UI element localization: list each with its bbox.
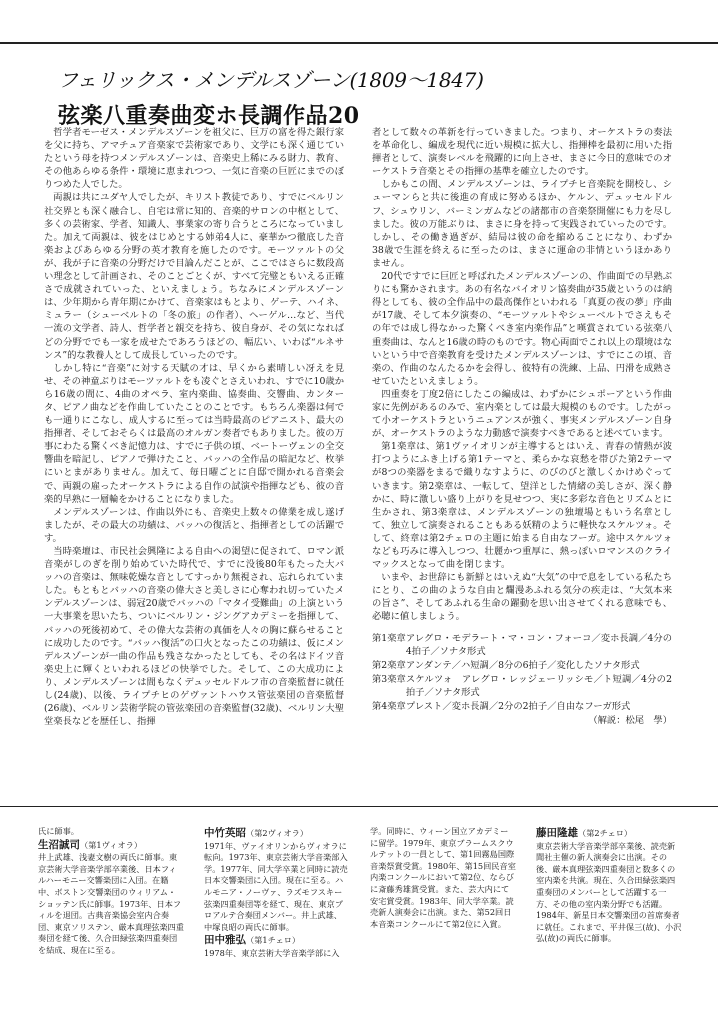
performer-name [536, 828, 682, 840]
essay-paragraph: 哲学者モーゼス・メンデルスゾーンを祖父に、巨万の富を得た銀行家を父に持ち、アマチュア音楽家で芸術家であり、文学にも深く通じていたという母を持つメンデルスゾーンは、音楽史上稀にみる財力、教育、その他あらゆる条件・環境に恵まれつつ、一気に音楽の巨匠にまでのぼりつめた人でした。 [44, 127, 344, 191]
essay-right-column [372, 126, 672, 727]
essay-paragraph: 第1楽章は、第1ヴァイオリンが主導するとはいえ、青春の情熱が波打つようにふき上げる第1テーマと、柔らかな哀愁を帯びた第2テーマが8つの楽器をまるで織りなすように、のびのびと激しくかけめぐっていきます。第2楽章は、一転して、望洋とした情緒の美しさが、深く静かに、時に激しい盛り上がりを見せつつ、実に多彩な音色とリズムとに生かされ、第3楽章は、メンデルスゾーンの独壇場ともいう名章として、独立して演奏されることもある妖精のように軽快なスケルツォ。そして、終章は第2チェロの主題に始まる自由なフーガ。途中スケルツォなども巧みに導入しつつ、壮麗かつ重厚に、熱っぽいロマンスのクライマックスとなって曲を閉じます。 [372, 441, 672, 571]
title-block [58, 64, 698, 130]
essay-paragraph: 両親は共にユダヤ人でしたが、キリスト教徒であり、すでにベルリン社交界とも深く融合し、自宅は常に知的、音楽的サロンの中枢として、多くの芸術家、学者、知識人、事業家の寄り合うところになっていました。加えて両親は、彼をはじめとする姉弟4人に、豪華かつ徹底した音楽およびあらゆる分野の英才教育を施したのです。モーツァルトの父が、我が子に音楽の分野だけで目論んだことが、ここではさらに数段高い理念として計画され、そのことごとくが、すべて完璧ともいえる正確さで成就されていった、といえましょう。ちなみにメンデルスゾーンは、少年期から青年期にかけて、音楽家はもとより、ゲーテ、ハイネ、ミュラー（シューベルトの「冬の旅」の作者）、ヘーゲル…など、当代一流の文学者、詩人、哲学者と親交を持ち、彼自身が、その気になればどの分野ででも一家を成せたであろうほどの、幅広い、いわば“ルネサンス”的な教養人として成長していったのです。 [44, 192, 344, 361]
performer-name [38, 840, 184, 852]
essay-paragraph: 四重奏を丁度2倍にしたこの編成は、わずかにシュポーアという作曲家に先例があるのみで、室内楽としては最大規模のものです。したがって小オーケストラというニュアンスが強く、事実メンデルスゾーン自身が、オーケストラのような力動感で演奏すべきであると述べています。 [372, 388, 672, 440]
movement-description: スケルツォ アレグロ・レッジェーリッシモ／ト短調／4分の2拍子／ソナタ形式 [405, 673, 672, 698]
bio-text: 学。同時に、ウィーン国立アカデミーに留学。1979年、東京ブラームスクウルテットの一員として、第1回霧島国際音楽祭賞受賞。1980年、第15回民音室内楽コンクールにおいて第2位、ならびに斎藤秀雄賞受賞。また、芸大内にて安宅賞受賞。1983年、同大学卒業。読売新人演奏会に出演。また、第52回日本音楽コンクールにて第2位に入賞。 [370, 826, 516, 929]
essay-paragraph: いまや、お世辞にも新鮮とはいえぬ“大気”の中で息をしている私たちにとり、この曲のような自由と爛漫あふれる気分の疾走は、“大気本来の旨さ”、そしてあふれる生命の躍動を思い出させてくれる意味でも、必聴に値しましょう。 [372, 572, 672, 623]
movement-item [372, 659, 672, 672]
movement-description: プレスト／変ホ長調／2分の2拍子／自由なフーガ形式 [405, 701, 631, 713]
bio-column [536, 826, 682, 945]
movement-description: アレグロ・モデラート・マ・コン・フォーコ／変ホ長調／4分の4拍子／ソナタ形式 [405, 632, 672, 657]
performer-name [204, 828, 350, 840]
performer-name-text: 生沼誠司 [38, 838, 80, 851]
essay-paragraph: しかし特に“音楽”に対する天賦の才は、早くから素晴しい冴えを見せ、その神童ぶりはモーツァルトをも凌ぐとさえいわれ、すでに10歳から16歳の間に、4曲のオペラ、室内楽曲、協奏曲、交響曲、カンタータ、ピアノ曲などを作曲していたことのことです。もちろん楽器は何でも一通りにこなし、成人するに至っては当時最高のピアニスト、最大の指揮者、そしておそらくは最高のオルガン奏者でもありました。彼の万事にわたる驚くべき記憶力は、すでに子供の頃、ベートーヴェンの全交響曲を暗記し、ピアノで弾けたこと、バッハの全作品の暗記など、枚挙にいとまがありません。加えて、毎日曜ごとに自邸で開かれる音楽会で、両親の雇ったオーケストラによる自作の試演や指揮なども、彼の音楽的早熟に一層輪をかけることになりました。 [44, 362, 344, 505]
essay-left-column [44, 126, 344, 728]
performer-role: （第2チェロ） [578, 828, 633, 838]
bio-text: 氏に師事。 [38, 826, 79, 836]
essay-paragraph: 20代ですでに巨匠と呼ばれたメンデルスゾーンの、作曲面での早熟ぶりにも驚かされます。あの有名なバイオリン協奏曲が35歳というのは納得としても、彼の全作品中の最高傑作といわれる「真夏の夜の夢」序曲が17歳、そして本夕演奏の、“モーツァルトやシューベルトでさえもその年では成し得なかった驚くべき室内楽作品”と嘆賞されている弦楽八重奏曲は、なんと16歳の時のものです。物心両面でこれ以上の環境はないという中で音楽教育を受けたメンデルスゾーンは、すでにこの頃、音楽の、作曲のなんたるかを会得し、彼特有の洗練、上品、円滑を成熟させていたといえましょう。 [372, 271, 672, 387]
movement-label: 第4楽章 [372, 701, 406, 713]
bio-text: 井上武雄、浅妻文樹の両氏に師事。東京芸術大学音楽学部卒業後、日本フィルハーモニー交響楽団に入団。在籍中、ボストン交響楽団のウィリアム・ショッテン氏に師事。1973年、日本フィルを退団。古典音楽協会室内合奏団、東京ソリステン、厳本真理弦楽四重奏団を経て後、久合田緑弦楽四重奏団を結成、現在に至る。 [38, 852, 184, 955]
essay-paragraph: 者として数々の革新を行っていきました。つまり、オーケストラの奏法を革命化し、編成を現代に近い規模に拡大し、指揮棒を最初に用いた指揮者として、演奏レベルを飛躍的に向上させ、まさに今日的意味でのオーケストラ音楽とその指揮の基準を確立したのです。 [372, 127, 672, 178]
top-rule [0, 42, 718, 44]
performer-name [204, 935, 350, 947]
movement-item [372, 700, 672, 713]
performer-name-text: 中竹英昭 [204, 827, 246, 839]
bio-text: 1971年、ヴァイオリンからヴィオラに転向。1973年、東京芸術大学音楽部入学。1977年、同大学卒業と同時に読売日本交響楽団に入団。現在に至る。ハルモニア・ノーヴァ、ラズモフスキー弦楽四重奏団等を経て、現在、東京プロアルテ合奏団メンバー。井上武雄、中塚良昭の両氏に師事。 [204, 840, 348, 932]
essay-paragraph: しかもこの間、メンデルスゾーンは、ライプチヒ音楽院を開校し、シューマンらと共に後進の育成に努めるほか、ケルン、デュッセルドルフ、シュウリン、バーミンガムなどの諸都市の音楽祭開催にも力を尽しました。彼の万能ぶりは、まさに身を持って実践されていったのです。しかし、その働き過ぎが、結局は彼の命を縮めることになり、わずか38歳で生涯を終えるに至ったのは、まさに運命の非情というほかありません。 [372, 179, 672, 269]
movement-list [372, 632, 672, 728]
bio-column [38, 826, 184, 957]
essay-paragraph: メンデルスゾーンは、作曲以外にも、音楽史上数々の偉業を成し遂げましたが、その最大の功績は、バッハの復活と、指揮者としての活躍です。 [44, 506, 344, 544]
bio-text: 1978年、東京芸術大学音楽学部に入 [204, 947, 340, 958]
movement-item [372, 673, 672, 699]
performer-name-text: 田中雅弘 [204, 934, 246, 947]
bio-column [370, 826, 516, 930]
performer-role: （第1チェロ） [246, 935, 301, 946]
performer-role: （第2ヴィオラ） [246, 828, 309, 838]
bio-separator-rule [0, 806, 718, 807]
movement-label: 第2楽章 [372, 659, 406, 671]
performer-name-text: 藤田隆雄 [536, 827, 578, 839]
essay-paragraph: 当時楽壇は、市民社会興隆による自由への渇望に促されて、ロマン派音楽がしのぎを削り始めていた時代で、すでに没後80年もたった大バッハの音楽は、無味乾燥な音としてすっかり無視され、忘れられていました。もともとバッハの音楽の偉大さと美しさに心奪われ切っていたメンデルスゾーンは、弱冠20歳でバッハの「マタイ受難曲」の上演という一大事業を思いたち、ついにベルリン・ジングアカデミーを指揮して、バッハの死後初めて、その偉大な芸術の真価を人々の胸に蘇らせることに成功したのです。“バッハ復活”の口火となったこの功績は、仮にメンデルスゾーンが一曲の作品も残さなかったとしても、その名はドイツ音楽史上に輝くといわれるほどの快挙でした。そして、この大成功により、メンデルスゾーンは間もなくデュッセルドルフ市の音楽監督に就任し(24歳)、以後、ライプチヒのゲヴァントハウス管弦楽団の音楽監督(26歳)、ベルリン芸術学院の管弦楽団の音楽監督(32歳)、ベルリン大聖堂楽長などを歴任し、指揮 [44, 546, 344, 728]
movement-description: アンダンテ／ハ短調／8分の6拍子／変化したソナタ形式 [405, 659, 640, 671]
commentary-credit: （解説：松尾 學） [588, 715, 672, 727]
movement-label: 第3楽章 [372, 673, 406, 685]
movement-item [372, 632, 672, 658]
composer-heading: フェリックス・メンデルスゾーン(1809〜1847) [58, 68, 484, 92]
bio-column [204, 826, 350, 960]
performer-role: （第1ヴィオラ） [80, 839, 143, 850]
work-title: 弦楽八重奏曲変ホ長調作品20 [58, 103, 360, 129]
movement-label: 第1楽章 [372, 632, 406, 644]
bio-text: 東京芸術大学音楽学部卒業後、読売新聞社主催の新人演奏会に出演。その後、厳本真理弦楽四重奏団と数多くの室内楽を共演。現在、久合田緑弦楽四重奏団のメンバーとして活躍する一方、その他の室内楽分野でも活躍。1984年、新星日本交響楽団の首席奏者に就任。これまで、平井保三(故)、小沢弘(故)の両氏に師事。 [536, 840, 682, 944]
